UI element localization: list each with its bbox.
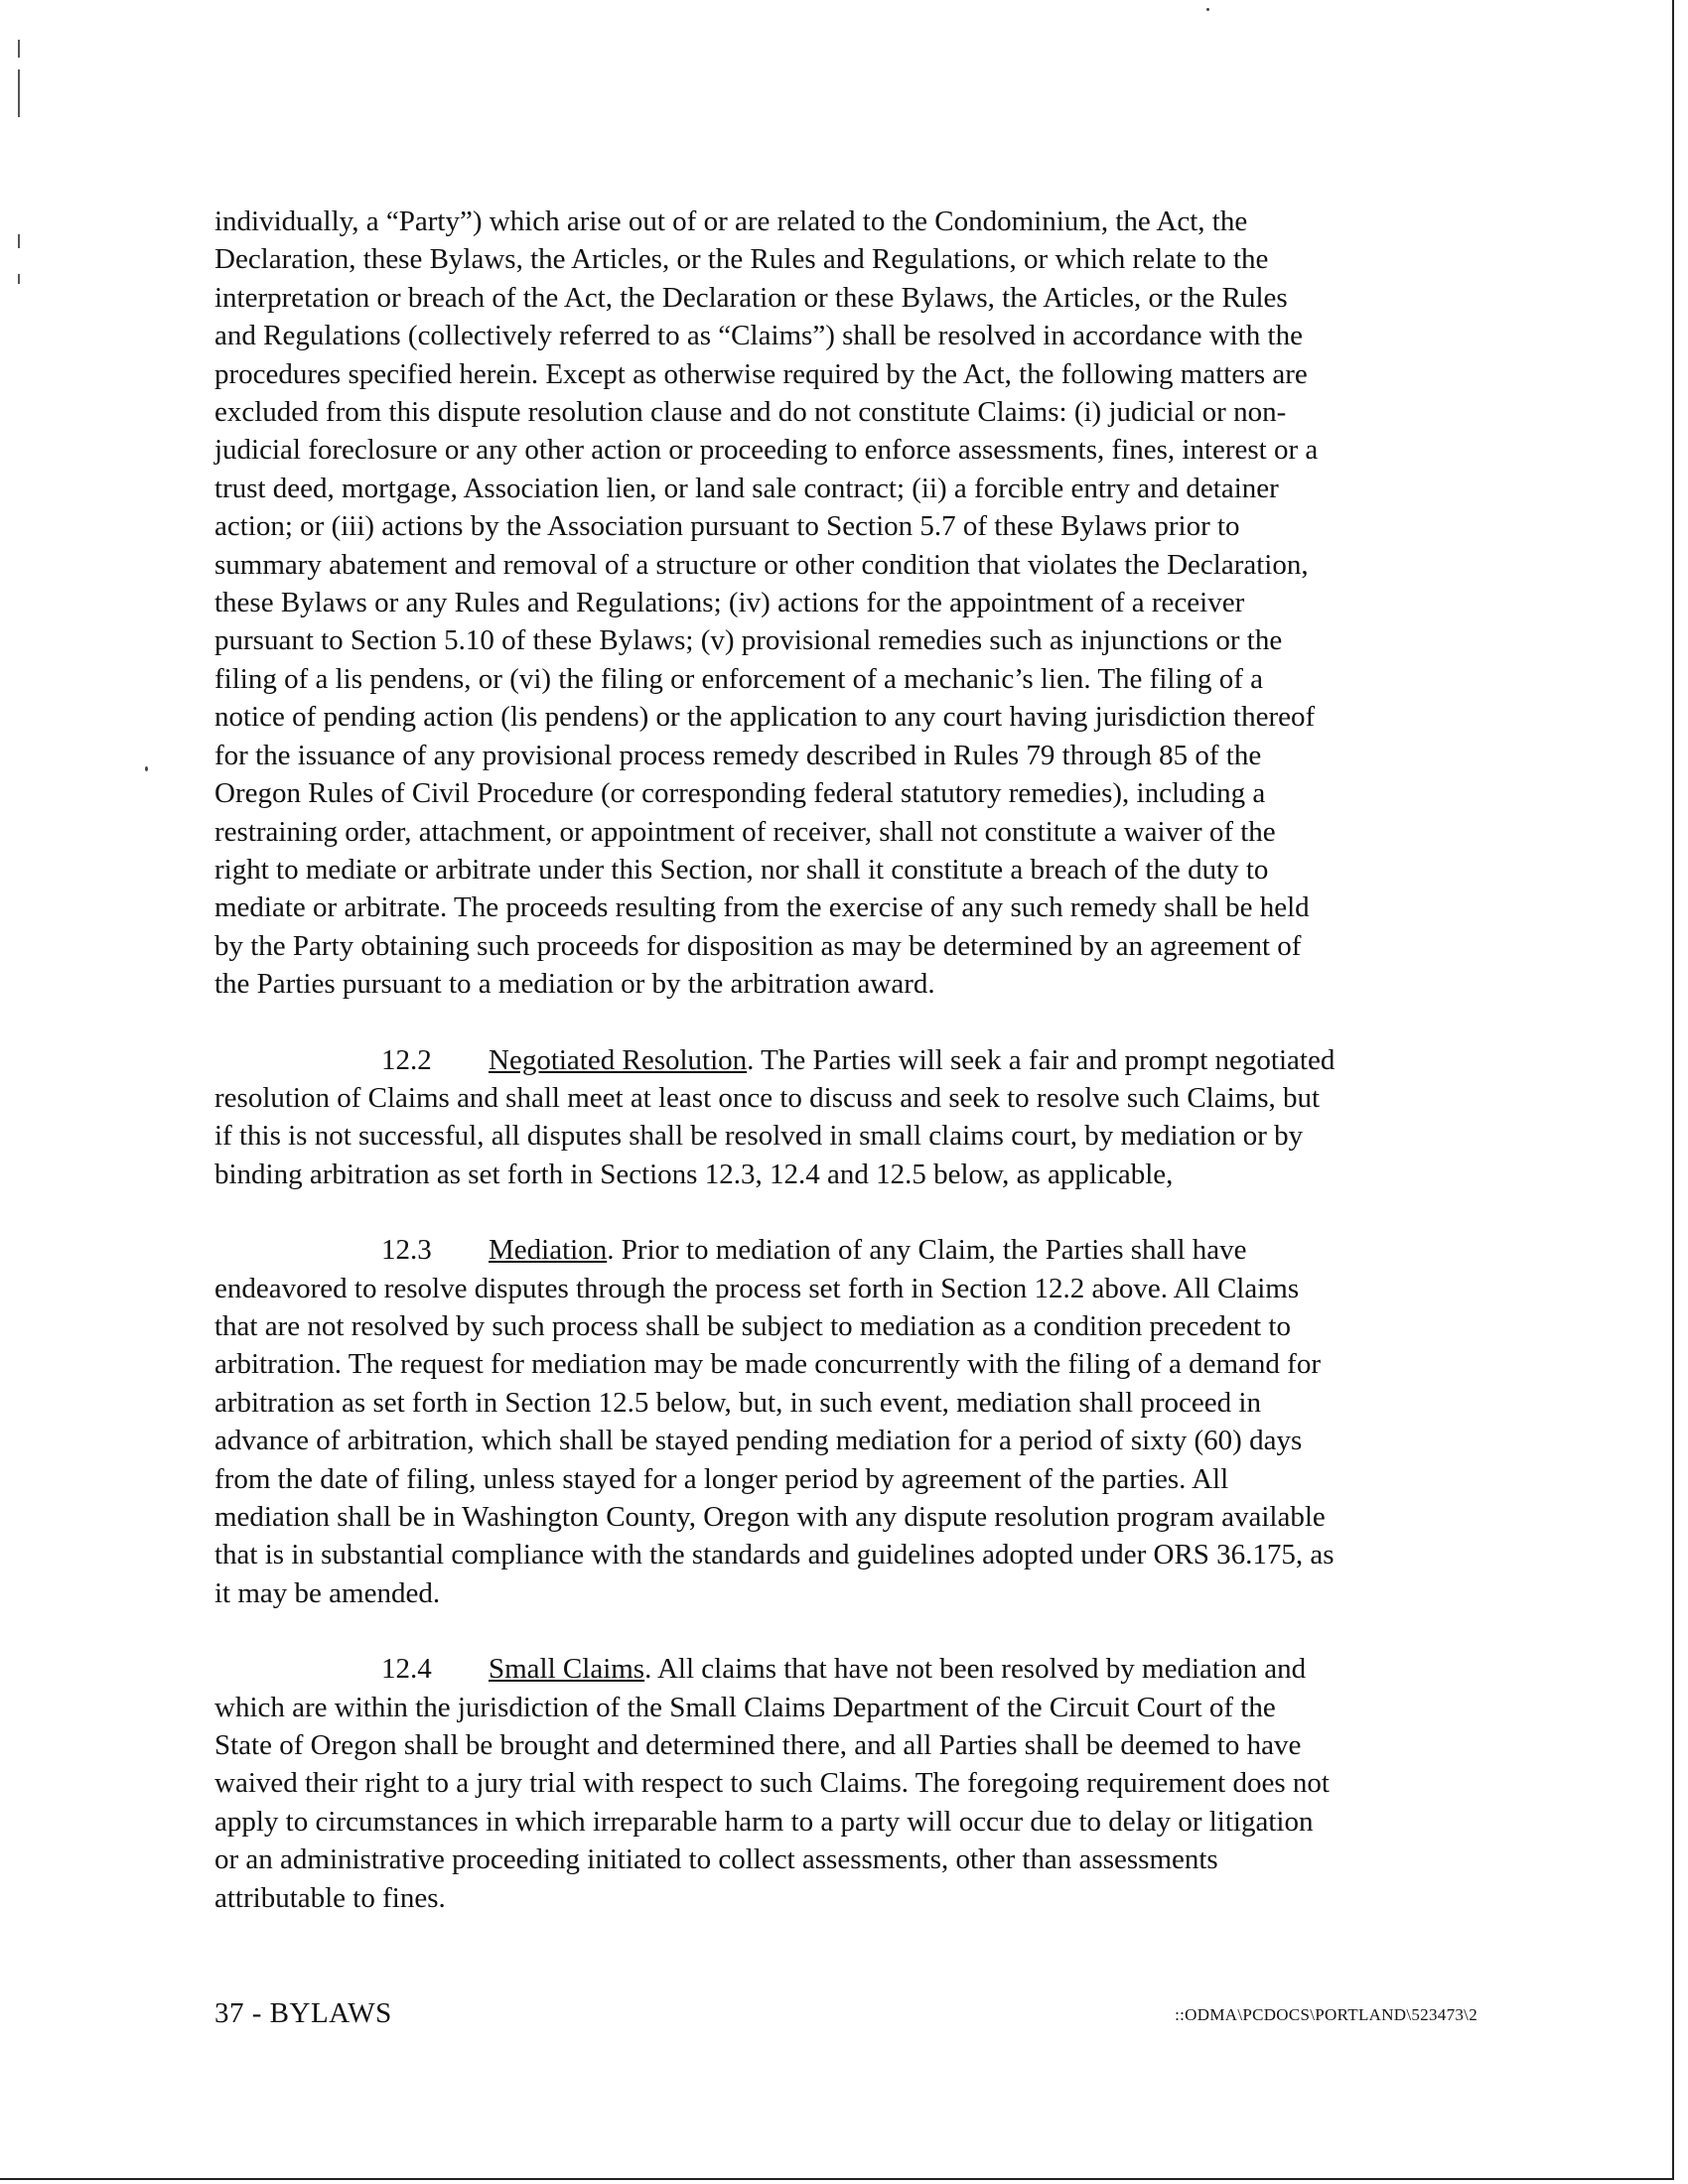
section-line: from the date of filing, unless stayed for a longer period by agreement of the parties. All xyxy=(214,1462,1229,1495)
intro-line: the Parties pursuant to a mediation or by the arbitration award. xyxy=(214,968,935,1001)
intro-line: for the issuance of any provisional process remedy described in Rules 79 through 85 of the xyxy=(214,739,1262,771)
section-heading: Negotiated Resolution xyxy=(489,1043,748,1076)
section-line: arbitration. The request for mediation may be made concurrently with the filing of a demand for xyxy=(214,1348,1321,1381)
section-12-3 xyxy=(214,1231,1495,1612)
scan-artifact-line xyxy=(18,69,20,117)
section-number: 12.4 xyxy=(381,1653,432,1686)
intro-line: trust deed, mortgage, Association lien, or land sale contract; (ii) a forcible entry and detainer xyxy=(214,472,1279,504)
intro-line: excluded from this dispute resolution clause and do not constitute Claims: (i) judicial or non- xyxy=(214,396,1287,429)
document-body xyxy=(214,203,1495,1955)
intro-paragraph xyxy=(214,203,1495,1004)
section-first-line xyxy=(214,1041,1495,1079)
intro-line: Declaration, these Bylaws, the Articles, or the Rules and Regulations, or which relate to the xyxy=(214,243,1269,276)
section-line: waived their right to a jury trial with respect to such Claims. The foregoing requirement does not xyxy=(214,1767,1330,1800)
intro-line: Oregon Rules of Civil Procedure (or corresponding federal statutory remedies), including a xyxy=(214,777,1266,810)
intro-line: individually, a “Party”) which arise out of or are related to the Condominium, the Act, the xyxy=(214,205,1248,237)
section-line: attributable to fines. xyxy=(214,1881,446,1914)
intro-line: interpretation or breach of the Act, the Declaration or these Bylaws, the Articles, or the Rules xyxy=(214,281,1288,314)
section-line: State of Oregon shall be brought and determined there, and all Parties shall be deemed to have xyxy=(214,1729,1302,1762)
section-12-2 xyxy=(214,1041,1495,1194)
section-line: that is in substantial compliance with the standards and guidelines adopted under ORS 36.175, as xyxy=(214,1539,1335,1571)
section-line: or an administrative proceeding initiated to collect assessments, other than assessments xyxy=(214,1843,1218,1876)
document-id: ::ODMA\PCDOCS\PORTLAND\523473\2 xyxy=(1175,2005,1477,2024)
section-line: endeavored to resolve disputes through the process set forth in Section 12.2 above. All Claims xyxy=(214,1272,1300,1304)
page-footer-label: 37 - BYLAWS xyxy=(214,1997,392,2029)
section-text: . All claims that have not been resolved by mediation and xyxy=(644,1653,1307,1686)
intro-line: mediate or arbitrate. The proceeds resulting from the exercise of any such remedy shall be held xyxy=(214,891,1310,924)
scan-artifact-line xyxy=(18,274,20,284)
section-line: mediation shall be in Washington County, Oregon with any dispute resolution program available xyxy=(214,1501,1326,1533)
section-line: advance of arbitration, which shall be stayed pending mediation for a period of sixty (60) days xyxy=(214,1425,1303,1457)
intro-line: filing of a lis pendens, or (vi) the filing or enforcement of a mechanic’s lien. The filing of a xyxy=(214,662,1264,695)
scan-artifact-line xyxy=(18,40,20,58)
intro-line: restraining order, attachment, or appointment of receiver, shall not constitute a waiver of the xyxy=(214,815,1276,848)
section-12-4 xyxy=(214,1650,1495,1917)
scan-artifact-line xyxy=(18,234,20,248)
section-line: resolution of Claims and shall meet at least once to discuss and seek to resolve such Claims, but xyxy=(214,1081,1321,1114)
section-line: which are within the jurisdiction of the Small Claims Department of the Circuit Court of the xyxy=(214,1691,1276,1723)
intro-line: judicial foreclosure or any other action or proceeding to enforce assessments, fines, interest or a xyxy=(214,434,1319,467)
section-line: that are not resolved by such process shall be subject to mediation as a condition precedent to xyxy=(214,1309,1291,1342)
scan-speck xyxy=(145,766,148,771)
intro-line: these Bylaws or any Rules and Regulations; (iv) actions for the appointment of a receiver xyxy=(214,587,1245,619)
section-line: binding arbitration as set forth in Sections 12.3, 12.4 and 12.5 below, as applicable, xyxy=(214,1158,1174,1190)
section-number: 12.3 xyxy=(381,1234,432,1267)
section-heading: Small Claims xyxy=(489,1653,645,1686)
intro-line: pursuant to Section 5.10 of these Bylaws; (v) provisional remedies such as injunctions or the xyxy=(214,624,1283,657)
section-heading: Mediation xyxy=(489,1234,608,1267)
section-number: 12.2 xyxy=(381,1043,432,1076)
intro-line: procedures specified herein. Except as otherwise required by the Act, the following matters are xyxy=(214,357,1308,390)
intro-line: and Regulations (collectively referred to as “Claims”) shall be resolved in accordance with the xyxy=(214,320,1303,352)
section-line: arbitration as set forth in Section 12.5 below, but, in such event, mediation shall proceed in xyxy=(214,1386,1261,1419)
intro-line: summary abatement and removal of a structure or other condition that violates the Declaration, xyxy=(214,548,1309,581)
section-text: . The Parties will seek a fair and prompt negotiated xyxy=(747,1043,1336,1076)
section-first-line xyxy=(214,1231,1495,1269)
section-line: apply to circumstances in which irreparable harm to a party will occur due to delay or litigation xyxy=(214,1805,1314,1838)
section-first-line xyxy=(214,1650,1495,1688)
section-line: it may be amended. xyxy=(214,1576,441,1609)
section-line: if this is not successful, all disputes shall be resolved in small claims court, by mediation or by xyxy=(214,1120,1304,1153)
intro-line: by the Party obtaining such proceeds for disposition as may be determined by an agreement of xyxy=(214,929,1302,962)
intro-line: action; or (iii) actions by the Association pursuant to Section 5.7 of these Bylaws prior to xyxy=(214,510,1240,543)
intro-line: notice of pending action (lis pendens) or the application to any court having jurisdiction thereof xyxy=(214,701,1316,734)
intro-line: right to mediate or arbitrate under this Section, nor shall it constitute a breach of the duty to xyxy=(214,853,1269,886)
scan-speck xyxy=(1206,8,1209,11)
section-text: . Prior to mediation of any Claim, the Parties shall have xyxy=(607,1234,1247,1267)
